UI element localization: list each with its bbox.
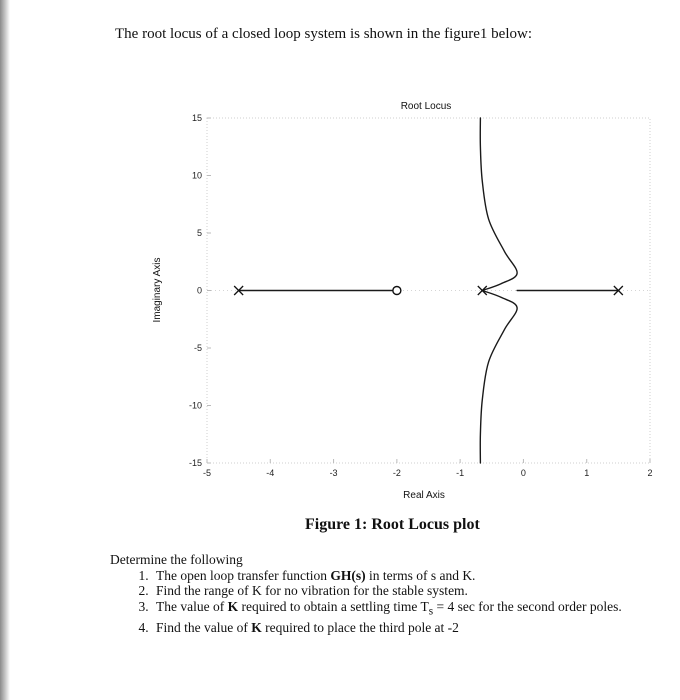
locus-branch-lower (480, 291, 517, 464)
y-tick-label: 15 (191, 113, 202, 123)
y-tick-label: 0 (196, 285, 202, 296)
x-tick-label: -5 (202, 468, 212, 478)
figure-caption: Figure 1: Root Locus plot (305, 516, 480, 533)
intro-text: The root locus of a closed loop system is shown in the figure1 below: (115, 26, 533, 42)
x-tick-label: 2 (647, 468, 653, 478)
locus-branch-upper (480, 118, 517, 291)
zero-marker (393, 287, 401, 295)
y-tick-label: -10 (188, 400, 202, 411)
chart-xlabel: Real Axis (403, 490, 445, 501)
questions-section (110, 552, 622, 636)
question-item-2: 2. Find the range of K for no vibration for the stable system. (152, 583, 622, 599)
x-tick-label: -1 (456, 468, 465, 478)
x-tick-label: -3 (329, 468, 338, 478)
questions-heading: Determine the following (110, 552, 243, 567)
y-tick-label: 5 (196, 228, 202, 238)
y-tick-label: -5 (193, 343, 202, 353)
questions-list (110, 568, 622, 636)
chart-title: Root Locus (400, 101, 452, 112)
x-tick-label: -4 (266, 468, 275, 478)
question-item-1: 1. The open loop transfer function GH(s) in terms of s and K. (152, 568, 622, 584)
x-tick-label: 0 (520, 468, 526, 478)
question-item-4: 4. Find the value of K required to place the third pole at -2 (152, 620, 622, 636)
question-item-3: 3. The value of K required to obtain a settling time $T_s = 4$ sec for the second order poles. (152, 599, 622, 620)
x-tick-label: -2 (392, 468, 401, 478)
y-tick-label: -15 (188, 458, 202, 468)
x-tick-label: 1 (584, 468, 590, 478)
chart-ylabel: Imaginary Axis (152, 257, 163, 323)
y-tick-label: 10 (191, 170, 202, 181)
